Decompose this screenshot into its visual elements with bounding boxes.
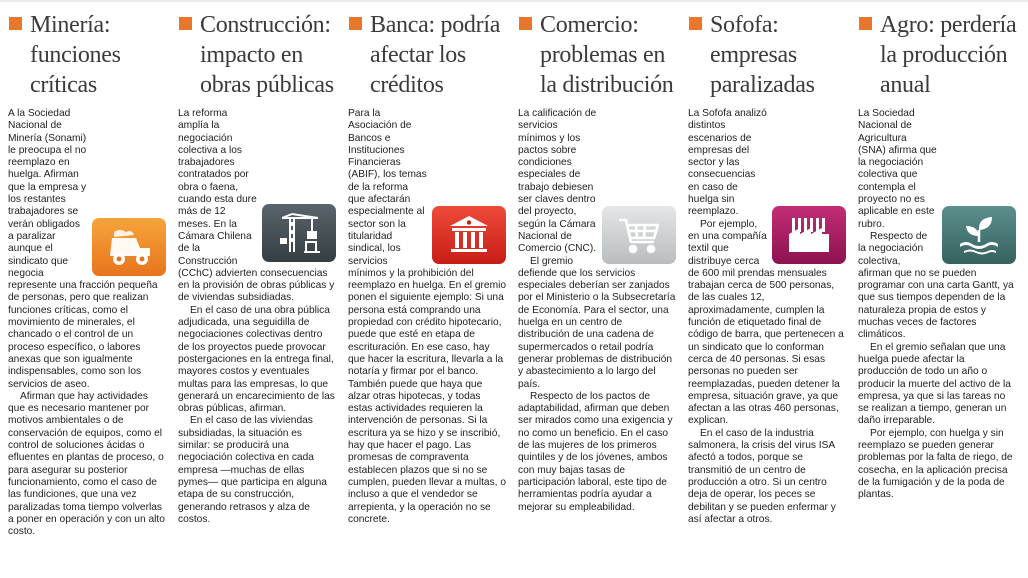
column-body: A la Sociedad Nacional de Minería (Sonami) le preocupa el no reemplazo en huelga. Afirman que la empresa y los restantes trabajadores se verán obligados a paralizar aunque el sindicato que negocia represente una fracción pequeña de personas, pero que realizan funciones críticas, como el movimiento de minerales, el chancado o el control de un proceso específico, o labores anexas que son igualmente indispensables, como son los servicios de aseo. Afirman que hay actividades que es necesario mantener por motivos ambientales o de conservación de equipos, como el control de soluciones ácidas o efluentes en plantas de proceso, o para asegurar su posterior funcionamiento, como el caso de las fundiciones, que una vez paralizadas toma tiempo volverlas a poner en operación y con un alto costo. — [8, 108, 165, 538]
orange-square-bullet — [519, 17, 532, 30]
orange-square-bullet — [9, 17, 22, 30]
factory-icon — [772, 206, 846, 264]
column-header — [858, 10, 1016, 102]
column-title: Banca: podría afectar los créditos — [370, 12, 501, 98]
column-header — [688, 10, 846, 102]
orange-square-bullet — [349, 17, 362, 30]
column-title: Construcción: impacto en obras públicas — [200, 12, 334, 98]
column-construccion — [178, 10, 336, 576]
orange-square-bullet — [689, 17, 702, 30]
column-title: Sofofa: empresas paralizadas — [710, 12, 815, 98]
column-header — [518, 10, 676, 102]
column-banca — [348, 10, 506, 576]
column-body: La reforma amplía la negociación colectiva a los trabajadores contratados por obra o faena, cuando esta dure más de 12 meses. En la Cámara Chilena de la Construcción (CChC) advierten consecuencias en la provisión de obras públicas y de viviendas subsidiadas. En el caso de una obra pública adjudicada, una seguidilla de negociaciones colectivas dentro de los proyectos puede provocar postergaciones en la entrega final, mayores costos y eventuales multas para las empresas, lo que generará un encarecimiento de las obras públicas, afirman. En el caso de las viviendas subsidiadas, la situación es similar: se producirá una negociación colectiva en cada empresa —muchas de ellas pymes— que participa en alguna etapa de su construcción, generando retrasos y alza de costos. — [178, 108, 335, 525]
plant-sprout-icon — [942, 206, 1016, 264]
column-header — [348, 10, 506, 102]
column-header — [178, 10, 336, 102]
column-body: La Sociedad Nacional de Agricultura (SNA) afirma que la negociación colectiva que contempla el proyecto no es aplicable en este rubro. Respecto de la negociación colectiva, afirman que no se pueden programar con una carta Gantt, ya que sus tiempos dependen de la naturaleza propia de estos y muchas veces de factores climáticos. En el gremio señalan que una huelga puede afectar la producción de todo un año o producir la muerte del activo de la empresa, ya que si las tareas no se realizan a tiempo, generan un daño irreparable. Por ejemplo, con huelga y sin reemplazo se pueden generar problemas por la falta de riego, de cosecha, en la aplicación precisa de la fumigación y de la poda de plantas. — [858, 108, 1016, 578]
orange-square-bullet — [179, 17, 192, 30]
column-title: Agro: perdería la producción anual — [880, 12, 1017, 98]
column-mineria — [8, 10, 166, 576]
mining-truck-icon — [92, 218, 166, 276]
column-body: La calificación de servicios mínimos y los pactos sobre condiciones especiales de trabajo debiesen ser claves dentro del proyecto, según la Cámara Nacional de Comercio (CNC). El gremio defiende que los servicios especiales deberían ser zanjados por el Ministerio o la Subsecretaría de Economía. Para el sector, una huelga en un centro de distribución de una cadena de supermercados o retail podría generar problemas de distribución y abastecimiento a lo largo del país. Respecto de los pactos de adaptabilidad, afirman que deben ser mirados como una exigencia y no como un beneficio. En el caso de las mujeres de los primeros quintiles y de los jóvenes, ambos con muy bajas tasas de participación laboral, este tipo de herramientas podría ayudar a mejorar su empleabilidad. — [518, 108, 676, 513]
column-comercio — [518, 10, 676, 576]
crane-icon — [262, 204, 336, 262]
column-title: Comercio: problemas en la distribución — [540, 12, 674, 98]
column-body: La Sofofa analizó distintos escenarios de empresas del sector y las consecuencias en caso de huelga sin reemplazo. Por ejemplo, en una compañía textil que distribuye cerca de 600 mil prendas mensuales trabajan cerca de 500 personas, de las cuales 12, aproximadamente, cumplen la función de etiquetado final de código de barra, que pertenecen a un sindicato que lo conforman cerca de 40 personas. Si esas personas no pueden ser reemplazadas, pueden detener la empresa, situación grave, ya que afectan a las otras 460 personas, explican. En el caso de la industria salmonera, la crisis del virus ISA afectó a todos, porque se transmitió de un centro de producción a otro. Si un centro deja de operar, los peces se debilitan y se pueden enfermar y así afectar a otros. — [688, 108, 846, 578]
orange-square-bullet — [859, 17, 872, 30]
top-rule — [0, 0, 1028, 2]
bank-icon — [432, 206, 506, 264]
column-sofofa — [688, 10, 846, 576]
column-agro — [858, 10, 1016, 576]
column-body: Para la Asociación de Bancos e Instituciones Financieras (ABIF), los temas de la reforma que afectarán especialmente al sector son la titularidad sindical, los servicios mínimos y la prohibición del reemplazo en huelga. En el gremio ponen el siguiente ejemplo: Si una persona está comprando una propiedad con crédito hipotecario, puede que esté en etapa de escrituración. En ese caso, hay que hacer la escritura, llevarla a la notaría y firmar por el banco. También puede que haya que alzar otras hipotecas, y todas estas actividades requieren la intervención de personas. Si la escritura ya se hizo y se inscribió, hay que hacer el pago. Las promesas de compraventa establecen plazos que si no se cumplen, pueden llevar a multas, o incluso a que el vendedor se arrepienta, y la operación no se concrete. — [348, 108, 507, 525]
column-header — [8, 10, 166, 102]
column-title: Minería: funciones críticas — [30, 12, 121, 98]
shopping-cart-icon — [602, 206, 676, 264]
